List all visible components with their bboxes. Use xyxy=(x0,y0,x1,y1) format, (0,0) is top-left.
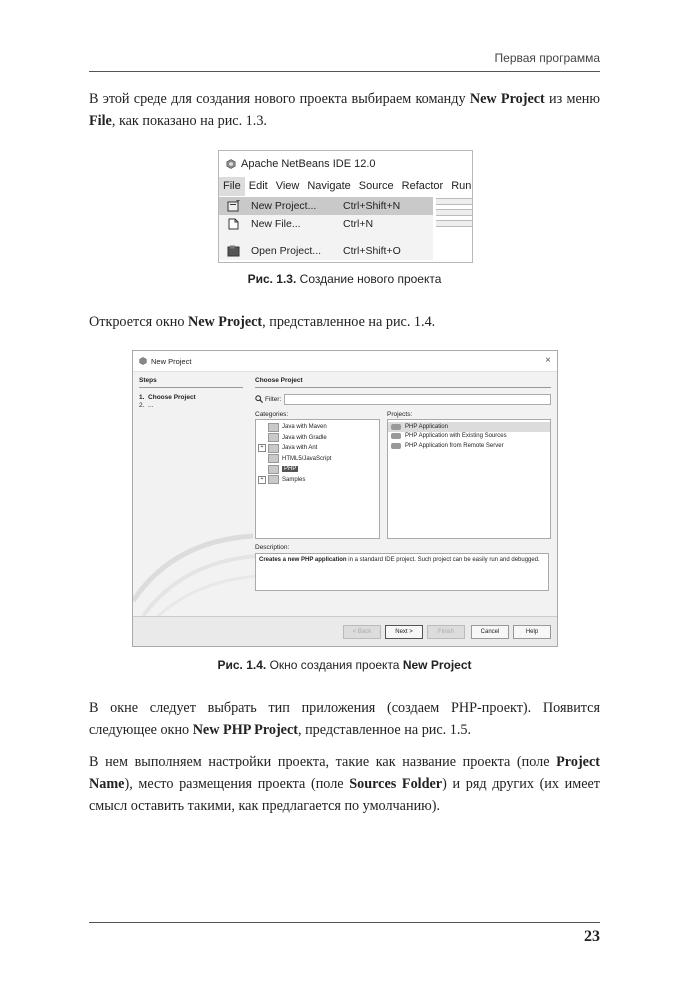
caption-label: Рис. 1.4. xyxy=(217,658,267,672)
paragraph-1 xyxy=(89,88,600,132)
paragraph-text: ) и ряд других (их имеет смысл оставить такими, как предлагается по умолчанию). xyxy=(89,776,600,814)
figure-1-4-caption xyxy=(89,658,600,672)
menu-item-label: New Project... xyxy=(251,200,317,212)
caption-text: Создание нового проекта xyxy=(296,272,442,286)
new-project-icon xyxy=(227,200,241,212)
menu-item-new-file[interactable] xyxy=(219,215,433,233)
paragraph-text: В нем выполняем настройки проекта, такие как название проекта (поле xyxy=(89,754,557,770)
tree-item-label: Samples xyxy=(282,476,306,483)
folder-icon xyxy=(268,444,279,453)
netbeans-menubar xyxy=(219,177,472,196)
folder-icon xyxy=(268,475,279,484)
step-number: 2. xyxy=(139,402,145,409)
caption-text: Окно создания проекта xyxy=(266,658,403,672)
file-dropdown-menu xyxy=(219,197,433,260)
folder-icon xyxy=(268,433,279,442)
paragraph-bold: Sources Folder xyxy=(349,776,443,792)
tree-item[interactable] xyxy=(256,443,379,454)
caption-label: Рис. 1.3. xyxy=(247,272,297,286)
paragraph-2 xyxy=(89,311,600,333)
filter-label: Filter: xyxy=(265,395,282,403)
steps-header: Steps xyxy=(139,377,243,388)
footer-rule xyxy=(89,922,600,923)
tree-item[interactable] xyxy=(256,422,379,433)
paragraph-4 xyxy=(89,751,600,817)
menu-item-shortcut: Ctrl+N xyxy=(343,218,374,230)
description-bold: Creates a new PHP application xyxy=(259,557,347,563)
finish-button[interactable]: Finish xyxy=(427,625,465,639)
paragraph-bold: New Project xyxy=(469,91,545,107)
dialog-title: New Project xyxy=(151,356,192,366)
php-project-icon xyxy=(391,424,401,430)
help-button[interactable]: Help xyxy=(513,625,551,639)
paragraph-text: ), место размещения проекта (поле xyxy=(124,776,350,792)
figure-1-4-screenshot xyxy=(132,350,558,647)
choose-project-section xyxy=(255,377,551,388)
step-label: ... xyxy=(148,402,154,409)
menu-edit[interactable]: Edit xyxy=(248,180,268,192)
folder-icon xyxy=(268,454,279,463)
description-box xyxy=(255,553,549,591)
menu-item-label: New File... xyxy=(251,218,301,230)
menu-separator xyxy=(219,233,433,242)
menu-item-shortcut: Ctrl+Shift+O xyxy=(343,245,401,257)
cancel-button[interactable]: Cancel xyxy=(471,625,509,639)
project-item-selected[interactable] xyxy=(388,422,550,432)
caption-bold: New Project xyxy=(402,658,472,672)
figure-1-3-screenshot xyxy=(218,150,473,263)
tree-item-label: Java with Ant xyxy=(282,445,318,452)
tree-item-label: Java with Gradle xyxy=(282,434,327,441)
categories-tree[interactable] xyxy=(255,419,380,539)
open-project-icon xyxy=(227,245,241,257)
next-button[interactable]: Next > xyxy=(385,625,423,639)
php-project-icon xyxy=(391,433,401,439)
paragraph-bold: New PHP Project xyxy=(192,722,298,738)
new-file-icon xyxy=(227,218,241,230)
paragraph-bold: Project Name xyxy=(89,754,600,792)
php-project-icon xyxy=(391,443,401,449)
menu-refactor[interactable]: Refactor xyxy=(401,180,444,192)
tree-item[interactable] xyxy=(256,433,379,444)
steps-panel xyxy=(139,377,243,410)
page-number: 23 xyxy=(584,928,600,945)
tree-item-selected[interactable] xyxy=(256,464,379,475)
tree-item-label: PHP xyxy=(284,466,297,473)
description-label: Description: xyxy=(255,544,290,551)
search-icon xyxy=(255,395,263,403)
project-item-label: PHP Application with Existing Sources xyxy=(405,433,507,440)
dialog-titlebar xyxy=(133,351,557,372)
step-label: Choose Project xyxy=(148,394,196,401)
menu-navigate[interactable]: Navigate xyxy=(307,180,351,192)
choose-project-header: Choose Project xyxy=(255,377,551,388)
paragraph-bold: New Project xyxy=(187,314,263,330)
tree-item-label: HTML5/JavaScript xyxy=(282,455,332,462)
expand-icon[interactable]: + xyxy=(258,476,266,484)
close-icon[interactable]: × xyxy=(545,355,551,366)
filter-row xyxy=(255,393,551,405)
step-item xyxy=(139,394,243,402)
menu-item-open-project[interactable] xyxy=(219,242,433,260)
categories-label: Categories: xyxy=(255,411,289,418)
netbeans-logo-icon xyxy=(226,159,236,169)
paragraph-text: В окне следует выбрать тип приложения (создаем PHP-проект). Появится следующее окно xyxy=(89,700,600,738)
figure-1-3-caption xyxy=(89,272,600,286)
paragraph-bold: File xyxy=(89,113,112,129)
dialog-footer xyxy=(133,616,557,647)
tree-item[interactable] xyxy=(256,454,379,465)
running-head: Первая программа xyxy=(494,51,600,65)
menu-run[interactable]: Run xyxy=(451,180,472,192)
netbeans-watermark-swoosh xyxy=(133,531,258,621)
editor-background-bars xyxy=(436,198,472,231)
menu-item-new-project[interactable] xyxy=(219,197,433,215)
menu-source[interactable]: Source xyxy=(358,180,394,192)
header-rule xyxy=(89,71,600,72)
project-item[interactable] xyxy=(388,432,550,442)
folder-icon xyxy=(268,423,279,432)
project-item-label: PHP Application xyxy=(405,423,448,430)
menu-file[interactable]: File xyxy=(219,177,245,196)
paragraph-3 xyxy=(89,697,600,741)
folder-icon xyxy=(268,465,279,474)
paragraph-text: Откроется окно xyxy=(89,314,188,330)
description-text: in a standard IDE project. Such project can be easily run and debugged. xyxy=(346,557,540,563)
tree-item-label: Java with Maven xyxy=(282,424,327,431)
netbeans-titlebar xyxy=(219,151,472,177)
project-item-label: PHP Application from Remote Server xyxy=(405,442,504,449)
expand-icon[interactable]: + xyxy=(258,444,266,452)
project-item[interactable] xyxy=(388,441,550,451)
step-item xyxy=(139,402,243,410)
paragraph-text: из меню xyxy=(544,91,600,107)
menu-view[interactable]: View xyxy=(275,180,300,192)
paragraph-text: , как показано на рис. 1.3. xyxy=(111,113,267,129)
menu-item-shortcut: Ctrl+Shift+N xyxy=(343,200,401,212)
step-number: 1. xyxy=(139,394,145,401)
netbeans-logo-icon xyxy=(139,357,147,365)
filter-input[interactable] xyxy=(284,394,551,405)
projects-label: Projects: xyxy=(387,411,413,418)
menu-item-label: Open Project... xyxy=(251,245,322,257)
netbeans-window-title: Apache NetBeans IDE 12.0 xyxy=(241,158,376,170)
paragraph-text: , представленное на рис. 1.5. xyxy=(298,722,472,738)
paragraph-text: , представленное на рис. 1.4. xyxy=(262,314,436,330)
paragraph-text: В этой среде для создания нового проекта выбираем команду xyxy=(89,91,470,107)
tree-item[interactable] xyxy=(256,475,379,486)
projects-list[interactable] xyxy=(387,419,551,539)
back-button[interactable]: < Back xyxy=(343,625,381,639)
